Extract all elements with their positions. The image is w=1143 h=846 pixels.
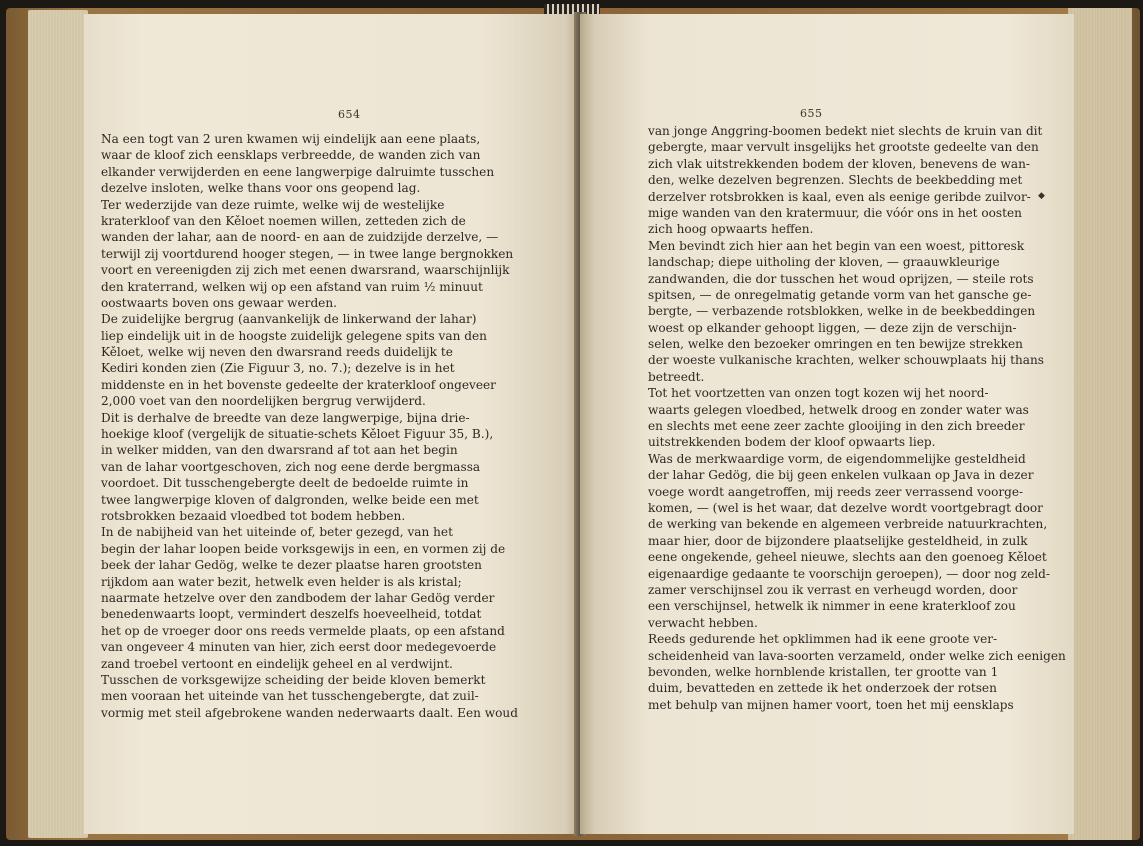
text-line: spitsen, — de onregelmatig getande vorm van het gansche ge- (648, 287, 1032, 302)
text-line: rotsbrokken bezaaid vloedbed tot bodem hebben. (101, 508, 406, 523)
text-line: de werking van bekende en algemeen verbreide natuurkrachten, (648, 517, 1048, 532)
text-line: Kěloet, welke wij neven den dwarsrand reeds duidelijk te (101, 345, 453, 360)
text-line: bevonden, welke hornblende kristallen, ter grootte van 1 (648, 664, 999, 679)
text-line: voort en vereenigden zij zich met eenen dwarsrand, waarschijnlijk (101, 263, 510, 278)
text-line: landschap; diepe uitholing der kloven, — graauwkleurige (648, 255, 1000, 270)
text-line: naarmate hetzelve over den zandbodem der lahar Gedög verder (101, 590, 495, 605)
text-line: Kediri konden zien (Zie Figuur 3, no. 7.); dezelve is in het (101, 361, 455, 376)
text-line: elkander verwijderden en eene langwerpige dalruimte tusschen (101, 164, 495, 179)
text-line: 2,000 voet van den noordelijken bergrug verwijderd. (101, 394, 426, 409)
text-line: middenste en in het bovenste gedeelte der kraterkloof ongeveer (101, 377, 496, 392)
text-line: rijkdom aan water bezit, hetwelk even helder is als kristal; (101, 574, 462, 589)
text-line: van ongeveer 4 minuten van hier, zich eerst door medegevoerde (101, 640, 497, 655)
text-line: liep eindelijk uit in de hoogste zuidelijk gelegene spits van den (101, 328, 487, 343)
text-line: voege wordt aangetroffen, mij reeds zeer verrassend voorge- (648, 484, 1024, 499)
text-line: verwacht hebben. (648, 615, 758, 630)
page-edges-left (28, 10, 88, 838)
text-line: een verschijnsel, hetwelk ik nimmer in eene kraterkloof zou (648, 599, 1016, 614)
text-line: zich vlak uitstrekkenden bodem der kloven, benevens de wan- (648, 156, 1030, 171)
text-line: terwijl zij voortdurend hooger stegen, — in twee lange bergnokken (101, 246, 514, 261)
text-line: uitstrekkenden bodem der kloof opwaarts liep. (648, 435, 936, 450)
page-number: 654 (338, 108, 361, 121)
text-line: gebergte, maar vervult insgelijks het grootste gedeelte van den (648, 140, 1039, 155)
text-line: in welker midden, van den dwarsrand af tot aan het begin (101, 443, 458, 458)
text-line: komen, — (wel is het waar, dat dezelve wordt voortgebragt door (648, 500, 1043, 515)
right-page (580, 14, 1074, 834)
text-line: dezelve insloten, welke thans voor ons geopend lag. (101, 181, 421, 196)
text-line: oostwaarts boven ons gewaar werden. (101, 295, 337, 310)
text-line: eene ongekende, geheel nieuwe, slechts aan den goenoeg Kěloet (648, 550, 1047, 565)
text-line: De zuidelijke bergrug (aanvankelijk de linkerwand der lahar) (101, 312, 477, 327)
text-line: voordoet. Dit tusschengebergte deelt de bedoelde ruimte in (101, 476, 469, 491)
margin-mark: ◆ (1038, 191, 1045, 201)
text-line: den kraterrand, welken wij op een afstand van ruim ½ minuut (101, 279, 483, 294)
page-number: 655 (800, 107, 823, 120)
page-body-text (648, 123, 1066, 713)
text-line: Na een togt van 2 uren kwamen wij eindelijk aan eene plaats, (101, 132, 481, 146)
text-line: wanden der lahar, aan de noord- en aan de zuidzijde derzelve, — (101, 230, 499, 245)
text-line: waar de kloof zich eensklaps verbreedde, de wanden zich van (101, 148, 481, 163)
text-line: duim, bevatteden en zettede ik het onderzoek der rotsen (648, 681, 997, 696)
text-line: men vooraan het uiteinde van het tusschengebergte, dat zuil- (101, 689, 479, 704)
text-line: Tot het voortzetten van onzen togt kozen wij het noord- (648, 386, 989, 401)
text-line: Tusschen de vorksgewijze scheiding der beide kloven bemerkt (101, 672, 486, 687)
text-line: derzelver rotsbrokken is kaal, even als eenige geribde zuilvor- (648, 189, 1031, 204)
text-line: eigenaardige gedaante te voorschijn geroepen), — door nog zeld- (648, 566, 1050, 581)
text-line: begin der lahar loopen beide vorksgewijs in een, en vormen zij de (101, 541, 506, 556)
text-line: van jonge Anggring-boomen bedekt niet slechts de kruin van dit (648, 124, 1043, 138)
text-line: waarts gelegen vloedbed, hetwelk droog en zonder water was (648, 402, 1029, 417)
text-line: Was de merkwaardige vorm, de eigendommelijke gesteldheid (648, 451, 1026, 466)
text-line: Dit is derhalve de breedte van deze langwerpige, bijna drie- (101, 410, 470, 425)
text-line: beek der lahar Gedög, welke te dezer plaatse haren grootsten (101, 558, 482, 573)
text-line: het op de vroeger door ons reeds vermelde plaats, op een afstand (101, 623, 505, 638)
text-line: Ter wederzijde van deze ruimte, welke wij de westelijke (101, 197, 445, 212)
left-page (84, 14, 580, 834)
text-line: der woeste vulkanische krachten, welker schouwplaats hij thans (648, 353, 1044, 368)
text-line: Men bevindt zich hier aan het begin van een woest, pittoresk (648, 238, 1025, 253)
text-line: zich hoog opwaarts heffen. (648, 222, 814, 237)
text-line: vormig met steil afgebrokene wanden nederwaarts daalt. Een woud (101, 705, 518, 720)
text-line: van de lahar voortgeschoven, zich nog eene derde bergmassa (101, 459, 481, 474)
text-line: maar hier, door de bijzondere plaatselijke gesteldheid, in zulk (648, 533, 1028, 548)
text-line: twee langwerpige kloven of dalgronden, welke beide een met (101, 492, 479, 507)
text-line: met behulp van mijnen hamer voort, toen het mij eensklaps (648, 697, 1014, 712)
text-line: bergte, — verbazende rotsblokken, welke in de beekbeddingen (648, 304, 1036, 319)
text-line: hoekige kloof (vergelijk de situatie-schets Kěloet Figuur 35, B.), (101, 427, 494, 442)
text-line: zamer verschijnsel zou ik verrast en verheugd worden, door (648, 582, 1018, 597)
text-line: benedenwaarts loopt, vermindert deszelfs hoeveelheid, totdat (101, 607, 482, 622)
text-line: In de nabijheid van het uiteinde of, beter gezegd, van het (101, 525, 453, 540)
text-line: kraterkloof van den Kěloet noemen willen, zetteden zich de (101, 213, 466, 228)
text-line: betreedt. (648, 369, 705, 384)
text-line: mige wanden van den kratermuur, die vóór ons in het oosten (648, 205, 1022, 220)
text-line: scheidenheid van lava-soorten verzameld, onder welke zich eenigen (648, 648, 1066, 663)
page-body-text (101, 131, 518, 721)
text-line: zand troebel vertoont en eindelijk geheel en al verdwijnt. (101, 656, 453, 671)
text-line: woest op elkander gehoopt liggen, — deze zijn de verschijn- (648, 320, 1017, 335)
page-edges-right (1068, 8, 1132, 840)
text-line: Reeds gedurende het opklimmen had ik eene groote ver- (648, 632, 998, 647)
text-line: zandwanden, die dor tusschen het woud oprijzen, — steile rots (648, 271, 1034, 286)
text-line: den, welke dezelven begrenzen. Slechts de beekbedding met (648, 173, 1023, 188)
text-line: selen, welke den bezoeker omringen en ten bewijze strekken (648, 337, 1023, 352)
text-line: en slechts met eene zeer zachte glooijing in den zich breeder (648, 419, 1025, 434)
text-line: der lahar Gedög, die bij geen enkelen vulkaan op Java in dezer (648, 468, 1034, 483)
spine-strip (544, 4, 600, 14)
